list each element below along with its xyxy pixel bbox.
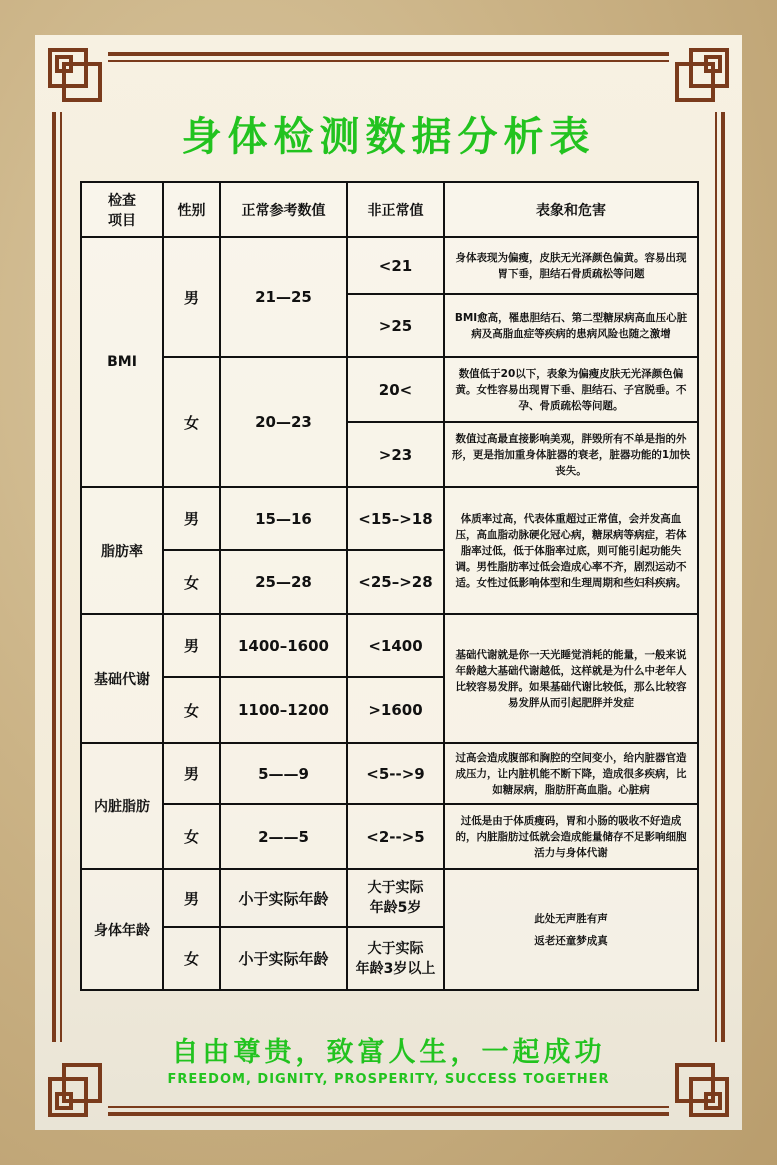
symptom-text: 过高会造成腹部和胸腔的空间变小，给内脏器官造成压力，让内脏机能不断下降，造成很多疾病，比如糖尿病，脂肪肝高血脂。心脏病 <box>444 743 698 804</box>
sex-label: 男 <box>163 487 220 550</box>
frame-bottom <box>108 1112 669 1116</box>
symptom-text: 数值过高最直接影响美观，胖毁所有不单是指的外形，更是指加重身体脏器的衰老，脏器功能的1加快丧失。 <box>444 422 698 487</box>
slogan-english: FREEDOM, DIGNITY, PROSPERITY, SUCCESS TOGETHER <box>167 1072 610 1087</box>
corner-knot-icon <box>669 46 731 108</box>
header-symptom: 表象和危害 <box>444 182 698 237</box>
normal-value: 小于实际年龄 <box>220 927 347 990</box>
sex-label: 女 <box>163 550 220 614</box>
abnormal-value: <5-->9 <box>347 743 444 804</box>
symptom-text: 基础代谢就是你一天光睡觉消耗的能量，一般来说年龄越大基础代谢越低，这样就是为什么中老年人比较容易发胖。如果基础代谢比较低，那么比较容易发胖从而引起肥胖并发症 <box>444 614 698 743</box>
item-bmi: BMI <box>81 237 163 487</box>
item-fat: 脂肪率 <box>81 487 163 614</box>
frame-left-inner <box>60 112 62 1042</box>
normal-value: 小于实际年龄 <box>220 869 347 927</box>
normal-value: 2——5 <box>220 804 347 869</box>
sex-label: 男 <box>163 869 220 927</box>
abnormal-value: >23 <box>347 422 444 487</box>
header-sex: 性别 <box>163 182 220 237</box>
header-normal: 正常参考数值 <box>220 182 347 237</box>
table-row <box>81 614 698 677</box>
abnormal-value: <15–>18 <box>347 487 444 550</box>
sex-label: 女 <box>163 927 220 990</box>
sex-label: 女 <box>163 677 220 743</box>
abnormal-value: 大于实际 年龄5岁 <box>347 869 444 927</box>
item-bmr: 基础代谢 <box>81 614 163 743</box>
sex-label: 男 <box>163 614 220 677</box>
symptom-text: 过低是由于体质瘦码，胃和小肠的吸收不好造成的，内脏脂肪过低就会造成能量储存不足影响细胞活力与身体代谢 <box>444 804 698 869</box>
sex-label: 男 <box>163 237 220 357</box>
abnormal-value: 20< <box>347 357 444 422</box>
frame-right-inner <box>715 112 717 1042</box>
page-title: 身体检测数据分析表 <box>181 114 596 160</box>
symptom-text: 数值低于20以下，表象为偏瘦皮肤无光泽颜色偏黄。女性容易出现胃下垂、胆结石、子宫脱垂。不孕、骨质疏松等问题。 <box>444 357 698 422</box>
normal-value: 21—25 <box>220 237 347 357</box>
normal-value: 25—28 <box>220 550 347 614</box>
normal-value: 1400–1600 <box>220 614 347 677</box>
sex-label: 男 <box>163 743 220 804</box>
sex-label: 女 <box>163 804 220 869</box>
frame-right <box>721 112 725 1042</box>
normal-value: 1100–1200 <box>220 677 347 743</box>
symptom-text: 身体表现为偏瘦，皮肤无光泽颜色偏黄。容易出现胃下垂，胆结石骨质疏松等问题 <box>444 237 698 294</box>
header-item: 检查 项目 <box>81 182 163 237</box>
frame-left <box>52 112 56 1042</box>
abnormal-value: <1400 <box>347 614 444 677</box>
normal-value: 5——9 <box>220 743 347 804</box>
table-row <box>81 743 698 804</box>
abnormal-value: <21 <box>347 237 444 294</box>
abnormal-value: >1600 <box>347 677 444 743</box>
table-row <box>81 869 698 927</box>
sex-label: 女 <box>163 357 220 487</box>
table-row <box>81 804 698 869</box>
item-visceral: 内脏脂肪 <box>81 743 163 869</box>
symptom-line: 返老还童梦成真 <box>534 934 608 947</box>
table-header-row <box>81 182 698 237</box>
header-abnormal: 非正常值 <box>347 182 444 237</box>
abnormal-value: <25–>28 <box>347 550 444 614</box>
symptom-text: BMI愈高，罹患胆结石、第二型糖尿病高血压心脏病及高脂血症等疾病的患病风险也随之激增 <box>444 294 698 357</box>
frame-top-inner <box>108 60 669 62</box>
table-row <box>81 357 698 422</box>
abnormal-value: <2-->5 <box>347 804 444 869</box>
normal-value: 20—23 <box>220 357 347 487</box>
item-age: 身体年龄 <box>81 869 163 990</box>
symptom-text <box>444 869 698 990</box>
frame-top <box>108 52 669 56</box>
table-row <box>81 487 698 550</box>
corner-knot-icon <box>46 46 108 108</box>
normal-value: 15—16 <box>220 487 347 550</box>
slogan-text: 自由尊贵，致富人生，一起成功 <box>171 1037 606 1068</box>
data-table <box>80 181 699 991</box>
table-row <box>81 237 698 294</box>
frame-bottom-inner <box>108 1106 669 1108</box>
symptom-text: 体质率过高，代表体重超过正常值，会并发高血压，高血脂动脉硬化冠心病，糖尿病等病症，若体脂率过低，低于体脂率过底，则可能引起功能失调。男性脂肪率过低会造成心率不齐，剧烈运动不适。女性过低影响体型和生理周期和些妇科疾病。 <box>444 487 698 614</box>
symptom-line: 此处无声胜有声 <box>534 912 608 925</box>
abnormal-value: 大于实际 年龄3岁以上 <box>347 927 444 990</box>
abnormal-value: >25 <box>347 294 444 357</box>
